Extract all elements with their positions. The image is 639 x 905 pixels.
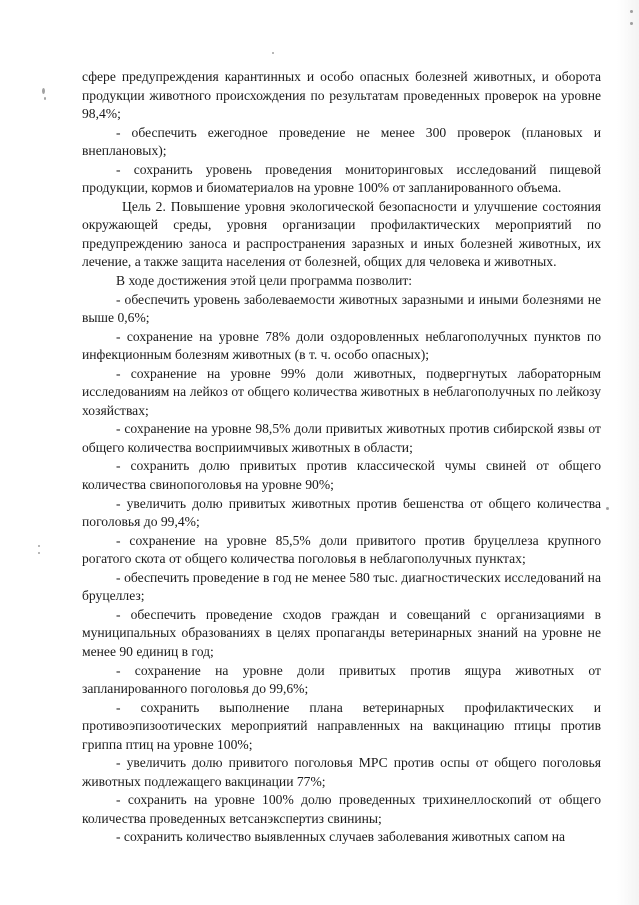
scan-speck xyxy=(44,97,46,100)
scan-speck xyxy=(606,507,609,510)
list-item-citizen-meetings: - обеспечить проведение сходов граждан и совещаний с организациями в муниципальных образованиях в целях пропаганды ветеринарных знаний на уровне не менее 90 единиц в год; xyxy=(82,606,601,659)
list-item-leukosis: - сохранение на уровне 99% доли животных, подвергнутых лабораторным исследованиям на лейкоз от общего количества животных в неблагополучных по лейкозу хозяйствах; xyxy=(82,365,601,418)
list-item-smallpox: - увеличить долю привитого поголовья МРС против оспы от общего поголовья животных подлежащего вакцинации 77%; xyxy=(82,755,601,789)
list-item-morbidity: - обеспечить уровень заболеваемости животных заразными и иными болезнями не выше 0,6%; xyxy=(82,291,601,326)
paragraph-program-intro: В ходе достижения этой цели программа позволит: xyxy=(116,273,413,289)
paragraph-quarantine-continuation: сфере предупреждения карантинных и особо опасных болезней животных, и оборота продукции животного происхождения по результатам проведенных проверок на уровне 98,4%; xyxy=(82,69,601,122)
list-item-avian-flu: - сохранить выполнение плана ветеринарных профилактических и противоэпизоотических мероприятий направленных на вакцинацию птицы против гриппа птиц на уровне 100%; xyxy=(82,699,601,752)
scan-speck xyxy=(630,22,633,25)
scan-speck xyxy=(630,10,633,13)
list-item-glanders: - сохранить количество выявленных случаев заболевания животных сапом на xyxy=(116,829,566,845)
paragraph-goal-2: Цель 2. Повышение уровня экологической безопасности и улучшение состояния окружающей среды, уровня организации профилактических мероприятий по предупреждению заноса и распространения заразных и иных болезней животных, их лечение, а также защита населения от болезней, общих для человека и животных. xyxy=(82,198,601,270)
list-item-swine-fever: - сохранить долю привитых против классической чумы свиней от общего количества свинопоголовья на уровне 90%; xyxy=(82,458,601,493)
scan-speck xyxy=(38,552,40,554)
paragraph-monitoring: - сохранить уровень проведения мониторинговых исследований пищевой продукции, кормов и биоматериалов на уровне 100% от запланированного объема. xyxy=(82,161,601,196)
scan-edge-shadow xyxy=(617,0,639,905)
list-item-fmd: - сохранение на уровне доли привитых против ящура животных от запланированного поголовья до 99,6%; xyxy=(82,662,601,697)
list-item-trichinella: - сохранить на уровне 100% долю проведенных трихинеллоскопий от общего количества проведенных ветсанэкспертиз свинины; xyxy=(82,792,601,826)
list-item-brucellosis-vaccination: - сохранение на уровне 85,5% доли привитого против бруцеллеза крупного рогатого скота от общего количества поголовья в неблагополучных пунктах; xyxy=(82,532,601,567)
scan-speck xyxy=(42,88,45,94)
list-item-rabies: - увеличить долю привитых животных против бешенства от общего количества поголовья до 99,4%; xyxy=(82,495,601,530)
paragraph-inspections: - обеспечить ежегодное проведение не менее 300 проверок (плановых и внеплановых); xyxy=(82,124,601,159)
list-item-brucellosis-tests: - обеспечить проведение в год не менее 580 тыс. диагностических исследований на бруцеллез; xyxy=(82,569,601,604)
document-body xyxy=(82,68,601,847)
scan-speck xyxy=(272,52,274,54)
scan-speck xyxy=(38,545,40,547)
list-item-recovered-points: - сохранение на уровне 78% доли оздоровленных неблагополучных пунктов по инфекционным болезням животных (в т. ч. особо опасных); xyxy=(82,328,601,363)
list-item-anthrax: - сохранение на уровне 98,5% доли привитых животных против сибирской язвы от общего количества восприимчивых животных в области; xyxy=(82,421,601,455)
